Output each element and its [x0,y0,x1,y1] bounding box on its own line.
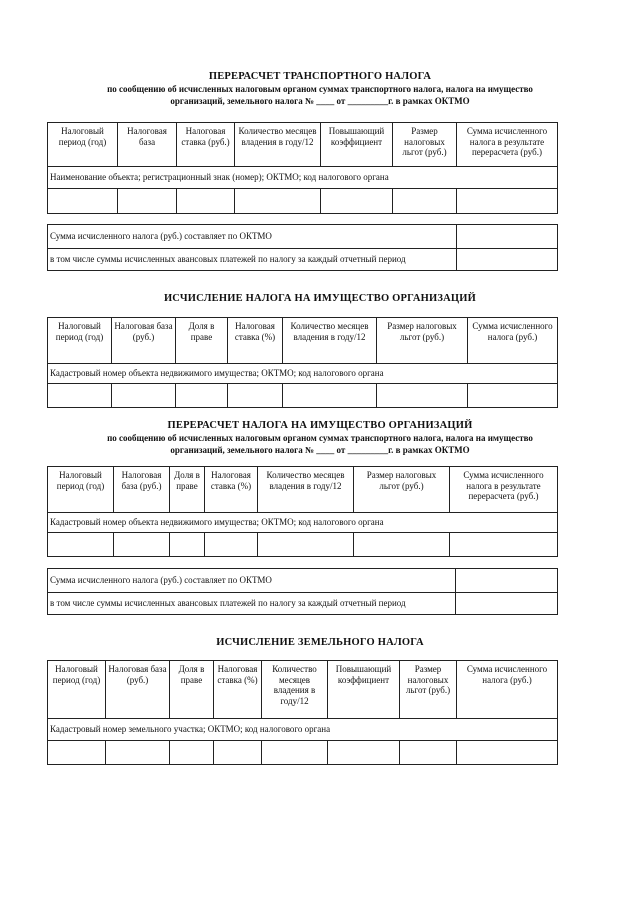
header-recalculated-tax-sum: Сумма исчисленного налога в результате перерасчета (руб.) [450,467,558,513]
header-tax-sum: Сумма исчисленного налога (руб.) [468,318,558,364]
header-tax-base: Налоговая база (руб.) [112,318,176,364]
advance-row [48,249,558,271]
header-tax-rate: Налоговая ставка (руб.) [177,123,235,167]
cell-months-owned[interactable] [258,533,354,557]
cell-tax-rate[interactable] [214,741,262,765]
header-row [48,467,558,513]
cell-tax-period[interactable] [48,189,118,214]
section4-title: ИСЧИСЛЕНИЕ ЗЕМЕЛЬНОГО НАЛОГА [216,637,424,648]
cell-tax-sum[interactable] [457,741,558,765]
header-months-owned: Количество месяцев владения в году/12 [235,123,321,167]
property-sum-table [47,568,558,615]
cell-tax-benefits[interactable] [400,741,457,765]
header-tax-period: Налоговый период (год) [48,467,114,513]
cell-tax-sum[interactable] [457,189,558,214]
header-tax-sum: Сумма исчисленного налога (руб.) [457,661,558,719]
data-row [48,533,558,557]
section1-title: ПЕРЕРАСЧЕТ ТРАНСПОРТНОГО НАЛОГА [208,71,432,82]
header-tax-benefits: Размер налоговых льгот (руб.) [393,123,457,167]
header-row [48,123,558,167]
sum-label: Сумма исчисленного налога (руб.) составляет по ОКТМО [48,569,456,593]
header-months-owned: Количество месяцев владения в году/12 [283,318,377,364]
land-tax-table [47,660,558,765]
header-tax-period: Налоговый период (год) [48,661,106,719]
header-ownership-share: Доля в праве [170,467,205,513]
header-ownership-share: Доля в праве [170,661,214,719]
object-info-row [48,167,558,189]
section2-title: ИСЧИСЛЕНИЕ НАЛОГА НА ИМУЩЕСТВО ОРГАНИЗАЦИЙ [163,293,477,304]
cell-tax-benefits[interactable] [377,384,468,408]
header-row [48,318,558,364]
cell-tax-base[interactable] [106,741,170,765]
cell-months-owned[interactable] [283,384,377,408]
cell-tax-base[interactable] [118,189,177,214]
data-row [48,741,558,765]
cell-ownership-share[interactable] [170,533,205,557]
section2-heading [40,293,600,305]
section4-heading [40,637,600,649]
transport-sum-table [47,224,558,271]
section3-heading [40,420,600,456]
sum-value-cell[interactable] [456,569,558,593]
object-info-row [48,719,558,741]
cell-tax-period[interactable] [48,384,112,408]
header-tax-period: Налоговый период (год) [48,318,112,364]
cell-tax-rate[interactable] [177,189,235,214]
header-tax-base: Налоговая база [118,123,177,167]
advance-value-cell[interactable] [457,249,558,271]
cell-months-owned[interactable] [235,189,321,214]
object-info-label: Кадастровый номер объекта недвижимого имущества; ОКТМО; код налогового органа [48,513,558,533]
cell-ownership-share[interactable] [170,741,214,765]
sum-row [48,225,558,249]
header-tax-rate: Налоговая ставка (%) [228,318,283,364]
advance-row [48,593,558,615]
cell-tax-benefits[interactable] [393,189,457,214]
section1-heading [40,71,600,107]
header-increasing-coefficient: Повышающий коэффициент [321,123,393,167]
header-tax-rate: Налоговая ставка (%) [214,661,262,719]
data-row [48,189,558,214]
data-row [48,384,558,408]
header-tax-benefits: Размер налоговых льгот (руб.) [400,661,457,719]
cell-tax-base[interactable] [114,533,170,557]
sum-row [48,569,558,593]
object-info-label: Наименование объекта; регистрационный знак (номер); ОКТМО; код налогового органа [48,167,558,189]
cell-tax-rate[interactable] [228,384,283,408]
cell-tax-base[interactable] [112,384,176,408]
transport-recalc-table [47,122,558,214]
cell-tax-period[interactable] [48,741,106,765]
advance-value-cell[interactable] [456,593,558,615]
property-recalc-table [47,466,558,557]
object-info-label: Кадастровый номер объекта недвижимого имущества; ОКТМО; код налогового органа [48,364,558,384]
cell-tax-rate[interactable] [205,533,258,557]
sum-value-cell[interactable] [457,225,558,249]
cell-ownership-share[interactable] [176,384,228,408]
cell-tax-period[interactable] [48,533,114,557]
section3-subtitle-line2: организаций, земельного налога № ____ от _________г. в рамках ОКТМО [170,445,470,455]
cell-tax-benefits[interactable] [354,533,450,557]
cell-months-owned[interactable] [262,741,328,765]
cell-tax-sum[interactable] [468,384,558,408]
property-tax-table [47,317,558,408]
header-tax-benefits: Размер налоговых льгот (руб.) [377,318,468,364]
section3-title: ПЕРЕРАСЧЕТ НАЛОГА НА ИМУЩЕСТВО ОРГАНИЗАЦИЙ [167,420,473,431]
header-ownership-share: Доля в праве [176,318,228,364]
header-tax-base: Налоговая база (руб.) [106,661,170,719]
cell-increasing-coefficient[interactable] [328,741,400,765]
cell-tax-sum[interactable] [450,533,558,557]
sum-label: Сумма исчисленного налога (руб.) составляет по ОКТМО [48,225,457,249]
section1-subtitle-line1: по сообщению об исчисленных налоговым органом суммах транспортного налога, налога на имущество [107,84,533,94]
header-months-owned: Количество месяцев владения в году/12 [258,467,354,513]
header-row [48,661,558,719]
header-tax-rate: Налоговая ставка (%) [205,467,258,513]
header-tax-benefits: Размер налоговых льгот (руб.) [354,467,450,513]
header-months-owned: Количество месяцев владения в году/12 [262,661,328,719]
header-tax-period: Налоговый период (год) [48,123,118,167]
object-info-label: Кадастровый номер земельного участка; ОКТМО; код налогового органа [48,719,558,741]
header-recalculated-tax-sum: Сумма исчисленного налога в результате перерасчета (руб.) [457,123,558,167]
advance-label: в том числе суммы исчисленных авансовых платежей по налогу за каждый отчетный период [48,249,457,271]
object-info-row [48,513,558,533]
section1-subtitle-line2: организаций, земельного налога № ____ от _________г. в рамках ОКТМО [170,96,470,106]
advance-label: в том числе суммы исчисленных авансовых платежей по налогу за каждый отчетный период [48,593,456,615]
section3-subtitle-line1: по сообщению об исчисленных налоговым органом суммах транспортного налога, налога на имущество [107,433,533,443]
cell-increasing-coefficient[interactable] [321,189,393,214]
object-info-row [48,364,558,384]
header-increasing-coefficient: Повышающий коэффициент [328,661,400,719]
header-tax-base: Налоговая база (руб.) [114,467,170,513]
